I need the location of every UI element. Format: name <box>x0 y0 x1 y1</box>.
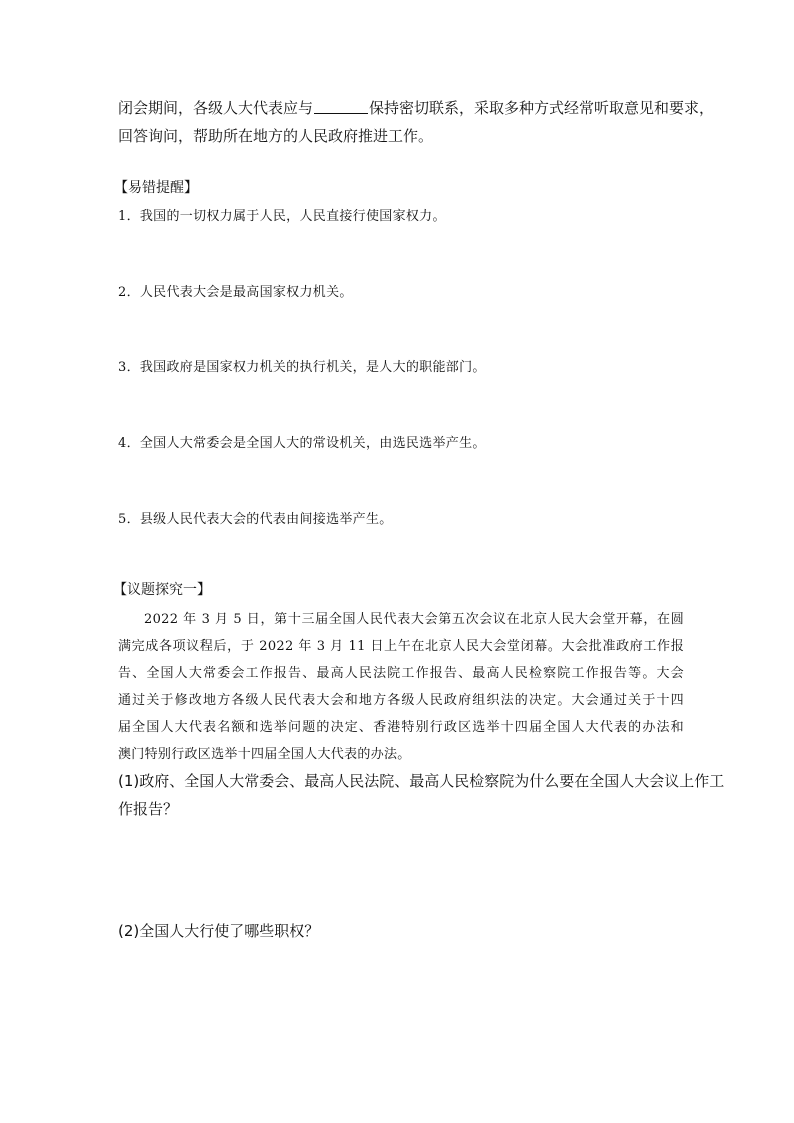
intro-line-2: 回答询问，帮助所在地方的人民政府推进工作。 <box>118 127 434 145</box>
error-item-4: 4．全国人大常委会是全国人大的常设机关，由选民选举产生。 <box>118 436 486 451</box>
passage-line-5: 届全国人大代表名额和选举问题的决定、香港特别行政区选举十四届全国人大代表的办法和 <box>118 720 684 735</box>
passage-line-6: 澳门特别行政区选举十四届全国人大代表的办法。 <box>118 747 411 762</box>
passage-line-4: 通过关于修改地方各级人民代表大会和地方各级人民政府组织法的决定。大会通过关于十四 <box>118 693 684 708</box>
intro-line-1 <box>118 97 714 118</box>
inquiry-heading: 【议题探究一】 <box>113 582 211 598</box>
error-reminder-heading: 【易错提醒】 <box>114 180 198 196</box>
intro-text-after-blank: 保持密切联系，采取多种方式经常听取意见和要求， <box>369 99 715 117</box>
fill-in-blank[interactable] <box>314 99 368 114</box>
intro-text-before-blank: 闭会期间，各级人大代表应与 <box>118 99 314 117</box>
passage-line-2: 满完成各项议程后，于 2022 年 3 月 11 日上午在北京人民大会堂闭幕。大会批准政府工作报 <box>118 639 684 654</box>
error-item-3: 3．我国政府是国家权力机关的执行机关，是人大的职能部门。 <box>118 360 486 375</box>
question-2: (2)全国人大行使了哪些职权？ <box>118 922 320 940</box>
passage-line-3: 告、全国人大常委会工作报告、最高人民法院工作报告、最高人民检察院工作报告等。大会 <box>118 666 684 681</box>
question-1-line-2: 作报告？ <box>118 800 179 818</box>
question-1-line-1: (1)政府、全国人大常委会、最高人民法院、最高人民检察院为什么要在全国人大会议上作工 <box>118 772 725 790</box>
passage-line-1: 2022 年 3 月 5 日，第十三届全国人民代表大会第五次会议在北京人民大会堂开幕，在圆 <box>144 612 684 627</box>
error-item-1: 1．我国的一切权力属于人民，人民直接行使国家权力。 <box>118 209 446 224</box>
error-item-5: 5．县级人民代表大会的代表由间接选举产生。 <box>118 512 393 527</box>
error-item-2: 2．人民代表大会是最高国家权力机关。 <box>118 285 353 300</box>
